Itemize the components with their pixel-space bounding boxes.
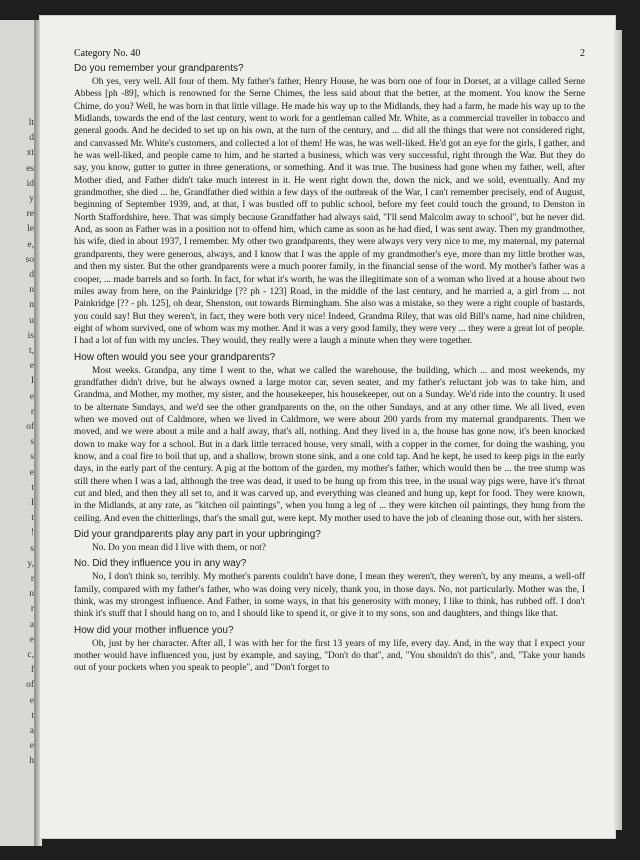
facing-page — [0, 20, 36, 846]
facing-page-fragment: f — [30, 665, 34, 676]
facing-page-fragment: u — [29, 315, 34, 326]
facing-page-fragment: a — [29, 619, 34, 630]
facing-page-fragment: c, — [27, 650, 34, 660]
facing-page-fragment: I — [30, 498, 34, 508]
facing-page-fragment: n — [29, 589, 34, 600]
facing-page-fragment: r — [30, 406, 34, 417]
facing-page-fragment: e — [29, 634, 34, 645]
facing-page-fragment: s — [30, 437, 34, 448]
facing-page-fragment: xt — [26, 148, 34, 159]
facing-page-fragment: d — [29, 270, 34, 280]
facing-page-fragment: le — [27, 224, 34, 235]
page-number: 2 — [580, 48, 585, 59]
answer-paragraph: Oh, just by her character. After all, I was with her for the first 13 years of my life, every day. And, in the way that I expect your mother would have influenced you, just by example, and saying, "Don't do that", and, "You shouldn't do this", and, "Take your hands out of your pockets when you speak to people", and "Don't forget to — [74, 638, 585, 674]
facing-page-fragment: r — [30, 604, 34, 615]
facing-page-fragment: a — [29, 726, 34, 736]
answer-paragraph: Most weeks. Grandpa, any time I went to the, what we called the warehouse, the building, which ... and most weekends, my grandfather didn't drive, but he always owned a large motor car, seven seater, and my father's reluctant job was to take him, and Grandma, and Mother, my mother, my sister, and the housekeeper, his housekeeper, out on a Sunday. We'd ride into the country. It used to be alternate Sundays, and we'd see the other grandparents on the, on the other Sundays, and at any other time. We all lived, even when we moved out of Caldmore, when we lived in Caldmore, we were about 200 yards from my maternal grandparents. Then we moved, and we were about a mile and a half away, that's all, nothing. And they lived in a, the house has gone now, it's been knocked down to make way for a school. But in a dark little terraced house, very small, with a copper in the corner, for doing the washing, you know, and a coal fire to boil that up, and a shallow, brown stone sink, and a one cold tap. And he kept, he used to keep pigs in the early days, in the early part of the century. A pig at the bottom of the garden, my mother's father, which would then be ... the tree stump was still there when I was a lad, although the tree was dead, it used to be hung up from this tree, in the usual way pigs were, have it's throat cut and bled, and then they all set to, and it was carved up, and everything was cleaned and hung up, kept for food. They were known, in the Midlands, at any rate, as "kitchen oil paintings", when you hung a leg of ... they were kitchen oil paintings, they hung from the ceiling. And even the chitterlings, that's the small gut, were kept. My mother used to have the job of cleaning those out, with her sisters. — [74, 365, 585, 524]
facing-page-fragment: y — [29, 194, 34, 204]
interview-question: Did your grandparents play any part in your upbringing? — [74, 529, 321, 541]
facing-page-fragment: of — [26, 680, 34, 691]
answer-paragraph: Oh yes, very well. All four of them. My father's father, Henry House, he was born one of four in Dorset, at a village called Serne Abbess [ph -89], which is renowned for the Serne Chimes, the less said about that the better, at the moment. You know the Serne Chime, do you? Well, he was born in that little village. He made his way up to the Midlands, they had a farm, he made his way up to the Midlands, towards the end of the last century, went to work for a gentleman called Mr. White, as a commercial traveller in tobacco and general goods. And he decided to set up on his own, at the turn of the century, and ... did all the things that were not considered right, and canvassed Mr. White's customers, and collected a lot of them! He was, he was well-liked. He'd got an eye for the girls, I gather, and he was well-liked, and people came to him, and he started a business, which was very successful, right through the War. But they do say, you know, gutter to gutter in three generations, or something. And it was true. The business had gone when my father, well, after Mother died, and Father didn't take much interest in it. He went right down the, down the nick, and we sold, eventually. And my grandmother, she died ... he, Grandfather died within a few days of the outbreak of the War, I can't remember precisely, end of August, beginning of September 1939, and, at that, I was bustled off to public school, before my feet could touch the ground, to Denston in North Staffordshire, here. That was simply because Grandfather had always said, "I'll send Malcolm away to school", but he never did. And, as soon as Father was in a position not to offend him, which came as soon as he had died, I was sent away. Then my grandmother, his wife, died in about 1937, I remember. My other two grandparents, they were always very very nice to me, my maternal, my paternal grandparents, they were generous, always, and I know that I was the apple of my grandmother's eye, more than my little brother was, and then my sister. But the other grandparents were a much poorer family, in the financial sense of the word. My mother's father was a cooper, ... made barrels and so forth. In fact, for what it's worth, he was the illegitimate son of a woman who lived at a house about two miles away from here, on the Painkridge [?? ph - 123] Road, in the middle of the last century, and he married a, a girl from ... not Painkridge [?? - ph. 125], oh dear, Shenston, out towards Birmingham. She also was a mistake, so they were a right couple of bastards, you could say! But they weren't, in fact, they were both very nice! Indeed, Grandma Riley, that was old Bill's name, had nine children, eight of whom survived, one of whom was my mother. And it was a very good family, they were very ... they were a great lot of people. I had a lot of fun with my uncles. They would, they really were a laugh a minute when they were together. — [74, 77, 585, 347]
page-header — [74, 48, 585, 59]
interview-question: How often would you see your grandparents? — [74, 351, 276, 363]
facing-page-fragment: r — [30, 574, 34, 584]
facing-page-fragment: I — [30, 376, 34, 387]
facing-page-fragment: n — [29, 300, 34, 311]
facing-page-fragment: t, — [28, 346, 34, 356]
facing-page-fragment: y, — [27, 558, 34, 569]
facing-page-fragment: t — [31, 710, 34, 721]
facing-page-fragment: so — [25, 254, 34, 265]
facing-page-fragment: lt — [28, 118, 34, 128]
facing-page-fragment: e — [29, 467, 34, 478]
facing-page-fragment: ! — [30, 528, 34, 539]
facing-page-fragment: of — [26, 422, 34, 432]
answer-paragraph: No. Do you mean did I live with them, or not? — [92, 543, 266, 554]
facing-page-fragment: s — [30, 452, 34, 463]
facing-page-fragment: h — [29, 756, 34, 767]
facing-page-fragment: e — [29, 741, 34, 752]
facing-page-fragment: e — [29, 391, 34, 402]
interview-question: How did your mother influence you? — [74, 624, 234, 636]
facing-page-fragment: s — [30, 543, 34, 554]
document-page — [40, 16, 615, 838]
transcript-body — [74, 63, 585, 675]
page-edge — [614, 30, 622, 830]
facing-page-fragment: id — [26, 178, 34, 189]
category-label: Category No. 40 — [74, 48, 141, 59]
facing-page-fragment: n — [29, 285, 34, 296]
facing-page-fragment: t — [31, 513, 34, 524]
interview-question: Do you remember your grandparents? — [74, 63, 244, 74]
facing-page-fragment: e — [29, 695, 34, 706]
answer-paragraph: No, I don't think so, terribly. My mother's parents couldn't have done, I mean they weren't, they weren't, by any means, a well-off family, compared with my father's father, who was doing very nicely, thank you, in those days. No, not particularly. Mother was the, I think, was my strongest influence. And Father, in some ways, in that his generosity with money, I like to think, has rubbed off. I don't think it's stuff that I should hang on to, and I should like to spend it, or give it to my sons, son and daughters, and things like that. — [74, 572, 585, 620]
facing-page-fragment: re — [26, 209, 34, 220]
interview-question: No. Did they influence you in any way? — [74, 558, 247, 570]
facing-page-fragment: d — [29, 133, 34, 144]
facing-page-fragment: e, — [27, 239, 34, 250]
facing-page-fragment: is — [27, 330, 34, 341]
facing-page-fragment: e — [29, 361, 34, 372]
facing-page-fragment: es — [26, 163, 34, 174]
facing-page-fragment: t — [31, 482, 34, 493]
